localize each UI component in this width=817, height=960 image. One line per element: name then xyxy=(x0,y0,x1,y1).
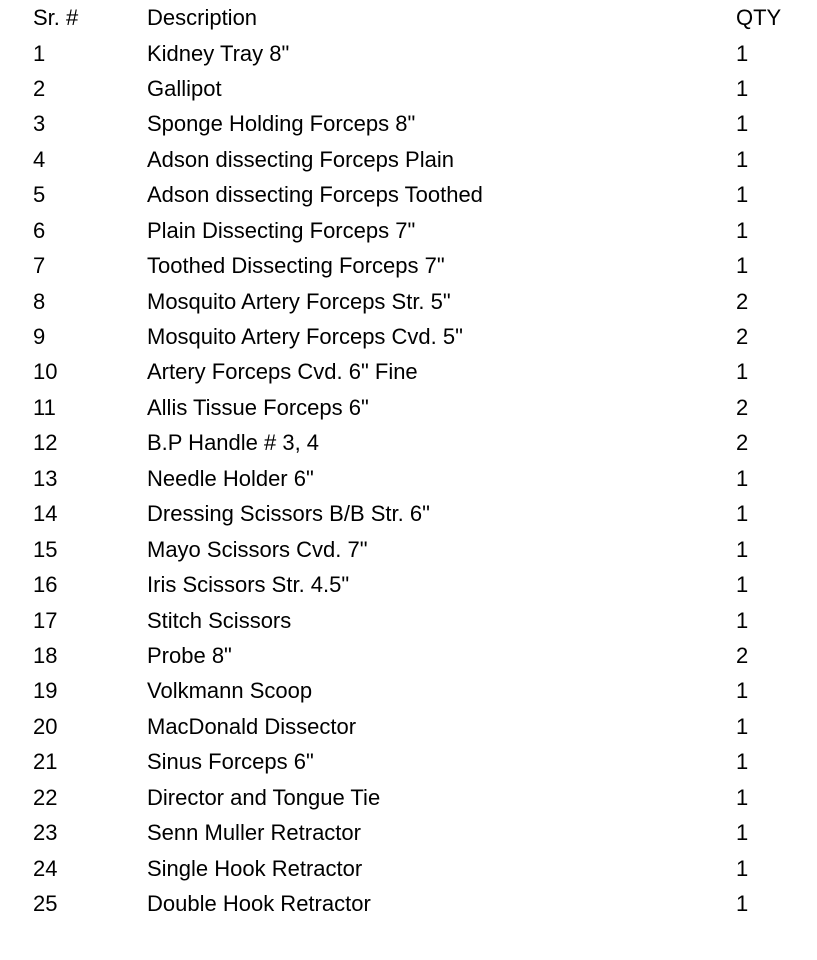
row-qty: 1 xyxy=(736,891,749,916)
row-description: Iris Scissors Str. 4.5" xyxy=(147,572,350,597)
row-qty: 1 xyxy=(736,466,749,491)
row-sr-number: 16 xyxy=(33,572,58,597)
row-qty: 1 xyxy=(736,749,749,774)
row-qty: 1 xyxy=(736,41,749,66)
table-row xyxy=(0,851,817,886)
row-qty: 1 xyxy=(736,147,749,172)
header-sr-number: Sr. # xyxy=(33,5,79,30)
row-qty: 1 xyxy=(736,76,749,101)
row-sr-number: 14 xyxy=(33,501,58,526)
header-qty: QTY xyxy=(736,5,782,30)
row-sr-number: 12 xyxy=(33,430,58,455)
row-description: Kidney Tray 8" xyxy=(147,41,290,66)
row-sr-number: 2 xyxy=(33,76,46,101)
row-qty: 1 xyxy=(736,608,749,633)
row-qty: 1 xyxy=(736,856,749,881)
row-sr-number: 7 xyxy=(33,253,46,278)
row-description: Double Hook Retractor xyxy=(147,891,371,916)
row-qty: 1 xyxy=(736,820,749,845)
row-description: Adson dissecting Forceps Plain xyxy=(147,147,454,172)
row-description: B.P Handle # 3, 4 xyxy=(147,430,320,455)
row-description: Director and Tongue Tie xyxy=(147,785,381,810)
row-description: Probe 8" xyxy=(147,643,232,668)
row-description: Mosquito Artery Forceps Cvd. 5" xyxy=(147,324,463,349)
row-description: Stitch Scissors xyxy=(147,608,292,633)
row-sr-number: 25 xyxy=(33,891,58,916)
row-qty: 1 xyxy=(736,714,749,739)
row-sr-number: 11 xyxy=(33,395,56,420)
row-qty: 1 xyxy=(736,253,749,278)
row-qty: 2 xyxy=(736,324,749,349)
table-row xyxy=(0,213,817,248)
row-qty: 1 xyxy=(736,359,749,384)
table-row xyxy=(0,248,817,283)
row-description: Dressing Scissors B/B Str. 6" xyxy=(147,501,430,526)
table-row xyxy=(0,71,817,106)
row-description: Senn Muller Retractor xyxy=(147,820,361,845)
table-row xyxy=(0,36,817,71)
header-description: Description xyxy=(147,5,258,30)
row-sr-number: 9 xyxy=(33,324,46,349)
row-sr-number: 1 xyxy=(33,41,46,66)
table-row xyxy=(0,496,817,531)
row-description: Volkmann Scoop xyxy=(147,678,313,703)
table-row xyxy=(0,532,817,567)
row-sr-number: 8 xyxy=(33,289,46,314)
row-description: Adson dissecting Forceps Toothed xyxy=(147,182,483,207)
row-qty: 2 xyxy=(736,289,749,314)
row-qty: 1 xyxy=(736,218,749,243)
row-description: Toothed Dissecting Forceps 7" xyxy=(147,253,445,278)
row-description: Sponge Holding Forceps 8" xyxy=(147,111,416,136)
row-qty: 2 xyxy=(736,395,749,420)
table-row xyxy=(0,177,817,212)
table-header-row xyxy=(0,0,817,35)
table-row xyxy=(0,567,817,602)
table-row xyxy=(0,603,817,638)
row-description: MacDonald Dissector xyxy=(147,714,357,739)
row-description: Mosquito Artery Forceps Str. 5" xyxy=(147,289,451,314)
row-description: Gallipot xyxy=(147,76,222,101)
row-description: Artery Forceps Cvd. 6" Fine xyxy=(147,359,418,384)
table-row xyxy=(0,354,817,389)
row-sr-number: 18 xyxy=(33,643,58,668)
row-description: Plain Dissecting Forceps 7" xyxy=(147,218,416,243)
row-description: Sinus Forceps 6" xyxy=(147,749,314,774)
row-sr-number: 15 xyxy=(33,537,58,562)
table-row xyxy=(0,284,817,319)
row-sr-number: 3 xyxy=(33,111,46,136)
row-sr-number: 13 xyxy=(33,466,58,491)
table-row xyxy=(0,673,817,708)
row-qty: 1 xyxy=(736,501,749,526)
row-qty: 1 xyxy=(736,572,749,597)
table-row xyxy=(0,709,817,744)
row-sr-number: 5 xyxy=(33,182,46,207)
row-sr-number: 20 xyxy=(33,714,58,739)
row-sr-number: 22 xyxy=(33,785,58,810)
table-row xyxy=(0,461,817,496)
row-qty: 1 xyxy=(736,537,749,562)
table-row xyxy=(0,319,817,354)
row-qty: 1 xyxy=(736,182,749,207)
row-sr-number: 17 xyxy=(33,608,58,633)
row-sr-number: 10 xyxy=(33,359,58,384)
row-sr-number: 19 xyxy=(33,678,58,703)
row-qty: 1 xyxy=(736,111,749,136)
row-description: Mayo Scissors Cvd. 7" xyxy=(147,537,368,562)
table-row xyxy=(0,886,817,921)
table-row xyxy=(0,638,817,673)
table-row xyxy=(0,106,817,141)
row-qty: 1 xyxy=(736,785,749,810)
row-sr-number: 24 xyxy=(33,856,58,881)
table-row xyxy=(0,780,817,815)
row-sr-number: 23 xyxy=(33,820,58,845)
table-row xyxy=(0,425,817,460)
table-row xyxy=(0,815,817,850)
table-row xyxy=(0,744,817,779)
row-qty: 1 xyxy=(736,678,749,703)
row-description: Allis Tissue Forceps 6" xyxy=(147,395,369,420)
row-description: Single Hook Retractor xyxy=(147,856,363,881)
table-row xyxy=(0,390,817,425)
row-qty: 2 xyxy=(736,430,749,455)
table-row xyxy=(0,142,817,177)
row-sr-number: 4 xyxy=(33,147,46,172)
row-sr-number: 21 xyxy=(33,749,58,774)
row-qty: 2 xyxy=(736,643,749,668)
row-description: Needle Holder 6" xyxy=(147,466,314,491)
row-sr-number: 6 xyxy=(33,218,46,243)
